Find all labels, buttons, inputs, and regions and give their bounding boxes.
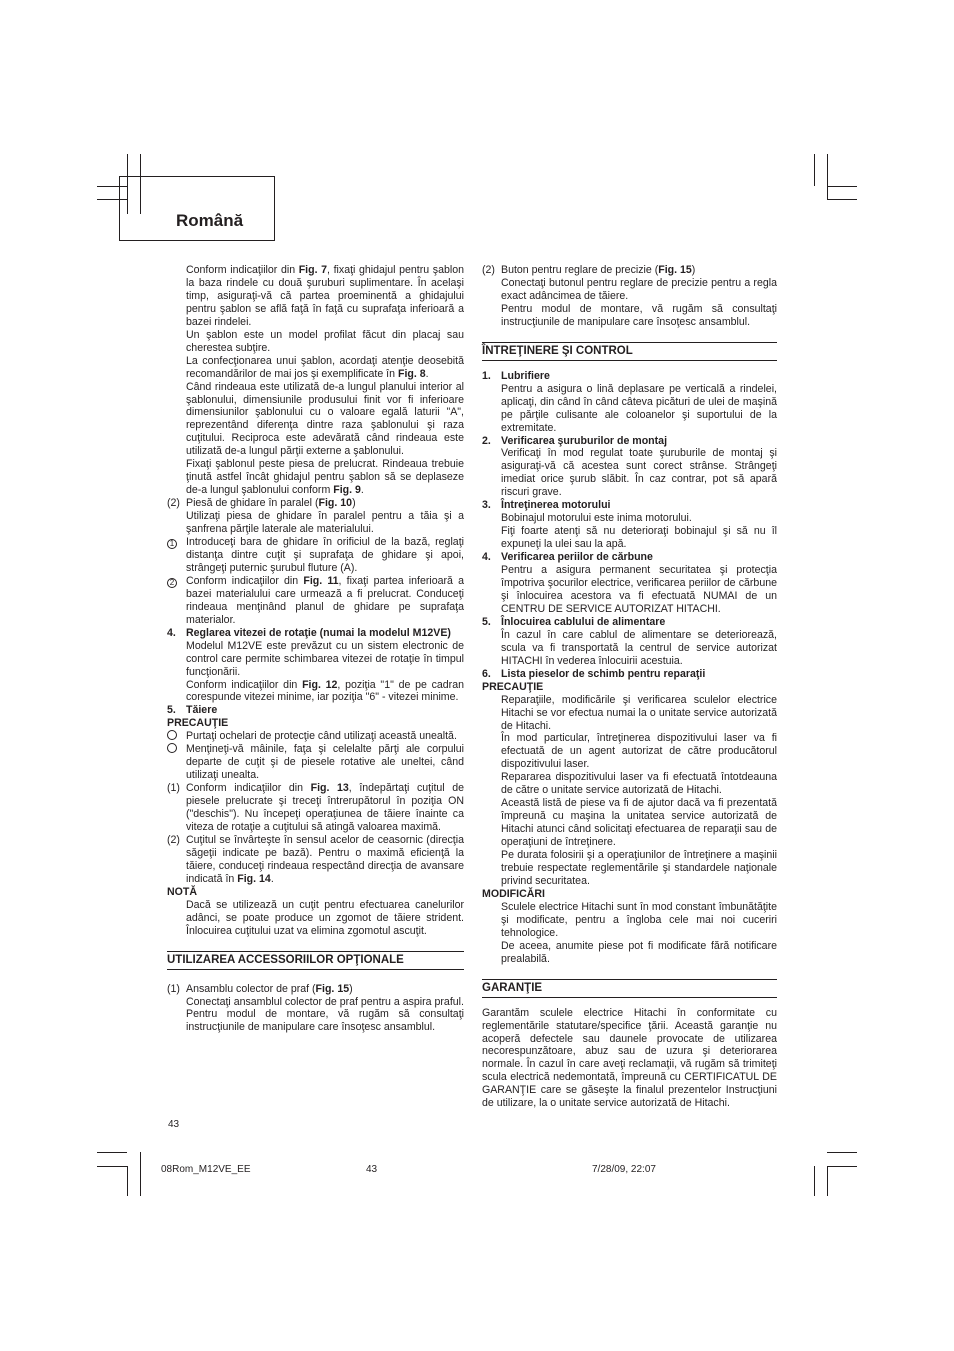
crop-mark bbox=[827, 1166, 828, 1196]
paragraph: Pentru modul de montare, vă rugăm să consultaţi instrucţiunile de manipulare care însoţesc ansamblul. bbox=[186, 1008, 464, 1034]
list-item: 5. Tăiere bbox=[167, 704, 218, 717]
list-item: 1. Lubrifiere bbox=[482, 369, 550, 382]
paragraph: Conectaţi ansamblul colector de praf pentru a aspira praful. bbox=[186, 995, 464, 1008]
crop-mark bbox=[827, 154, 828, 199]
paragraph: Fiţi foarte atenţi să nu deterioraţi bobinajul şi să nu îl expuneţi la ulei sau la apă. bbox=[501, 525, 777, 551]
paragraph: De aceea, anumite piese pot fi modificate fără notificare prealabilă. bbox=[501, 939, 777, 965]
language-box bbox=[119, 176, 275, 241]
crop-mark bbox=[827, 1152, 857, 1153]
paragraph: Utilizaţi piesa de ghidare în paralel pentru a tăia şi a şanfrena părţile laterale ale materialului. bbox=[186, 510, 464, 536]
list-item: 4. Verificarea periilor de cărbune bbox=[482, 551, 653, 564]
modifications-label: MODIFICĂRI bbox=[482, 887, 545, 900]
list-item: Menţineţi-vă mâinile, faţa şi celelalte părţi ale corpului departe de cuţit şi de piesele rotative ale uneltei, când utilizaţi unealta. bbox=[167, 743, 464, 782]
paragraph: Repararea dispozitivului laser va fi efectuată întotdeauna de către o unitate service autorizată de Hitachi. bbox=[501, 771, 777, 797]
list-item: 1 Introduceţi bara de ghidare în orificiul de la bază, reglaţi distanţa dintre cuţit şi suprafaţa de ghidare şi apoi, strângeţi puternic şurubul fluture (A). bbox=[167, 536, 464, 575]
list-item: 4. Reglarea vitezei de rotaţie (numai la modelul M12VE) bbox=[167, 626, 451, 639]
timestamp: 7/28/09, 22:07 bbox=[592, 1164, 656, 1175]
paragraph: Pentru a asigura o lină deplasare pe verticală a rindelei, aplicaţi, din când în când câteva picături de ulei de maşină pe părţile culisante ale coloanelor şi suportului de la extremitate. bbox=[501, 382, 777, 434]
paragraph: Pentru modul de montare, vă rugăm să consultaţi instrucţiunile de manipulare care însoţesc ansamblul. bbox=[501, 302, 777, 328]
section-heading: UTILIZAREA ACCESSORIILOR OPŢIONALE bbox=[167, 951, 464, 970]
list-item: 2 Conform indicaţiilor din Fig. 11, fixaţi partea inferioară a bazei materialului care urmează a fi prelucrat. Conduceţi rindeaua menţinând planul de ghidare pe suprafaţa materialor. bbox=[167, 575, 464, 627]
paragraph: Bobinajul motorului este inima motorului. bbox=[501, 512, 692, 525]
list-item: 3. Întreţinerea motorului bbox=[482, 499, 611, 512]
list-item: 2. Verificarea şuruburilor de montaj bbox=[482, 434, 668, 447]
paragraph: Sculele electrice Hitachi sunt în mod constant îmbunătăţite şi modificate, pentru a îngloba cele mai noi cuceriri tehnologice. bbox=[501, 900, 777, 939]
list-item: (2) Buton pentru reglare de precizie (Fig. 15) bbox=[482, 264, 696, 276]
circled-number-icon: 1 bbox=[167, 539, 177, 549]
list-item: 6. Lista pieselor de schimb pentru reparaţii bbox=[482, 667, 706, 680]
list-item: (2) Piesă de ghidare în paralel (Fig. 10) bbox=[167, 497, 356, 510]
section-heading: ÎNTREŢINERE ŞI CONTROL bbox=[482, 342, 777, 361]
right-column bbox=[482, 264, 777, 1110]
paragraph: La confecţionarea unui şablon, acordaţi atenţie deosebită recomandărilor de mai jos şi exemplificate în Fig. 8. bbox=[186, 354, 464, 380]
crop-mark bbox=[97, 1166, 127, 1167]
paragraph: În mod particular, întreţinerea dispozitivului laser va fi efectuată de un agent autorizat de către producătorul dispozitivului laser. bbox=[501, 732, 777, 771]
crop-mark bbox=[140, 1152, 141, 1196]
circled-number-icon: 2 bbox=[167, 578, 177, 588]
crop-mark bbox=[827, 199, 857, 200]
caution-label: PRECAUŢIE bbox=[482, 680, 544, 693]
paragraph: Garantăm sculele electrice Hitachi în conformitate cu reglementările statutare/specifice ţării. Această garanţie nu acoperă defectele sau daunele provocate de utilizarea necorespunzătoare, abuz sau de uzura şi deteriorarea normale. În cazul în care aveţi reclamaţii, vă rugăm să trimiteţi scula electrică nedemontată, împreună cu CERTIFICATUL DE GARANŢIE care se găseşte la finalul prezentelor Instrucţiuni de utilizare, la o unitate service autorizată de Hitachi. bbox=[482, 1006, 777, 1110]
paragraph: Această listă de piese va fi de ajutor dacă va fi prezentată împreună cu maşina la unitatea service autorizată de Hitachi atunci când solicitaţi efectuarea de reparaţii sau de operaţiuni de întreţinere. bbox=[501, 797, 777, 849]
note-label: NOTĂ bbox=[167, 885, 198, 898]
crop-mark bbox=[827, 1166, 857, 1167]
paragraph: În cazul în care cablul de alimentare se deteriorează, scula va fi transportată la centrul de service autorizat HITACHI în vederea înlocuirii acestuia. bbox=[501, 628, 777, 667]
paragraph: Pentru a asigura permanent securitatea şi protecţia împotriva şocurilor electrice, verificarea periilor de cărbune şi înlocuirea acestora va fi efectuată NUMAI de un CENTRU DE SERVICE AUTORIZAT HITACHI. bbox=[501, 564, 777, 615]
file-name: 08Rom_M12VE_EE bbox=[161, 1164, 251, 1175]
page-title: Română bbox=[176, 211, 244, 230]
page-number: 43 bbox=[168, 1119, 180, 1130]
list-item: (1) Conform indicaţiilor din Fig. 13, îndepărtaţi cuţitul de piesele prelucrate şi treceţi întrerupătorul în poziţia ON ("deschis"). Nu începeţi operaţiunea de tăiere înainte ca viteza de rotaţie a cuţitului să atingă valoarea maximă. bbox=[167, 782, 464, 833]
paragraph: Fixaţi şablonul peste piesa de prelucrat. Rindeaua trebuie ţinută astfel încât ghidajul pentru şablon să se deplaseze de-a lungul şablonului conform Fig. 9. bbox=[186, 458, 464, 497]
paragraph: Conectaţi butonul pentru reglare de precizie pentru a regla exact adâncimea de tăiere. bbox=[501, 276, 777, 302]
bullet-circle-icon bbox=[167, 743, 177, 753]
paragraph: Verificaţi în mod regulat toate şuruburile de montaj şi asiguraţi-vă că acestea sunt corect strânse. Strângeţi imediat orice şurub slăbit. În caz contrar, pot să apară riscuri grave. bbox=[501, 447, 777, 499]
crop-mark bbox=[97, 1152, 127, 1153]
paragraph: Conform indicaţiilor din Fig. 12, poziţia "1" de pe cadran corespunde vitezei minime, iar poziţia "6" - vitezei minime. bbox=[186, 678, 464, 704]
paragraph: Dacă se utilizează un cuţit pentru efectuarea canelurilor adânci, se poate produce un zgomot de tăiere strident. Înlocuirea cuţitului uzat va elimina zgomotul ascuţit. bbox=[186, 898, 464, 937]
page-number-center: 43 bbox=[366, 1164, 378, 1175]
caution-label: PRECAUŢIE bbox=[167, 717, 229, 730]
bullet-circle-icon bbox=[167, 730, 177, 740]
crop-mark bbox=[814, 154, 815, 186]
paragraph: Modelul M12VE este prevăzut cu un sistem electronic de control care permite schimbarea vitezei de rotaţie în timpul funcţionării. bbox=[186, 639, 464, 678]
paragraph: Un şablon este un model profilat făcut din placaj sau cherestea subţire. bbox=[186, 328, 464, 354]
paragraph: Reparaţiile, modificările şi verificarea sculelor electrice Hitachi se vor efectua numai la o unitate service autorizată de Hitachi. bbox=[501, 693, 777, 732]
list-item: (2) Cuţitul se învârteşte în sensul acelor de ceasornic (direcţia săgeţii indicate pe bază). Pentru o maximă eficienţă la tăiere, conduceţi rindeaua respectând direcţia de avansare indicată în Fig. 14. bbox=[167, 833, 464, 885]
section-heading: GARANŢIE bbox=[482, 979, 777, 998]
paragraph: Pe durata folosirii şi a operaţiunilor de întreţinere a maşinii trebuie respectate reglementările şi standardele naţionale privind securitatea. bbox=[501, 849, 777, 887]
paragraph: Când rindeaua este utilizată de-a lungul planului interior al şablonului, dimensiunile produsului finit vor fi inferioare dimensiunilor şablonului cu o valoare egală laturii "A", reprezentând diferenţa dintre raza şablonului şi raza cuţitului. Reciproca este adevărată când rindeaua este utilizată de-a lungul părţii externe a şablonului. bbox=[186, 380, 464, 458]
crop-mark bbox=[827, 186, 857, 187]
crop-mark bbox=[127, 1166, 128, 1196]
crop-mark bbox=[814, 1166, 815, 1196]
paragraph: Conform indicaţiilor din Fig. 7, fixaţi ghidajul pentru şablon la baza rindele cu două şuruburi suplimentare. În acelaşi timp, asiguraţi-vă că partea proeminentă a ghidajului pentru şablon se află faţă în faţă cu suprafaţa inferioară a bazei rindelei. bbox=[186, 264, 464, 328]
left-column bbox=[167, 264, 464, 1034]
list-item: 5. Înlocuirea cablului de alimentare bbox=[482, 615, 666, 628]
list-item: (1) Ansamblu colector de praf (Fig. 15) bbox=[167, 982, 353, 995]
list-item: Purtaţi ochelari de protecţie când utilizaţi această unealtă. bbox=[167, 730, 464, 743]
